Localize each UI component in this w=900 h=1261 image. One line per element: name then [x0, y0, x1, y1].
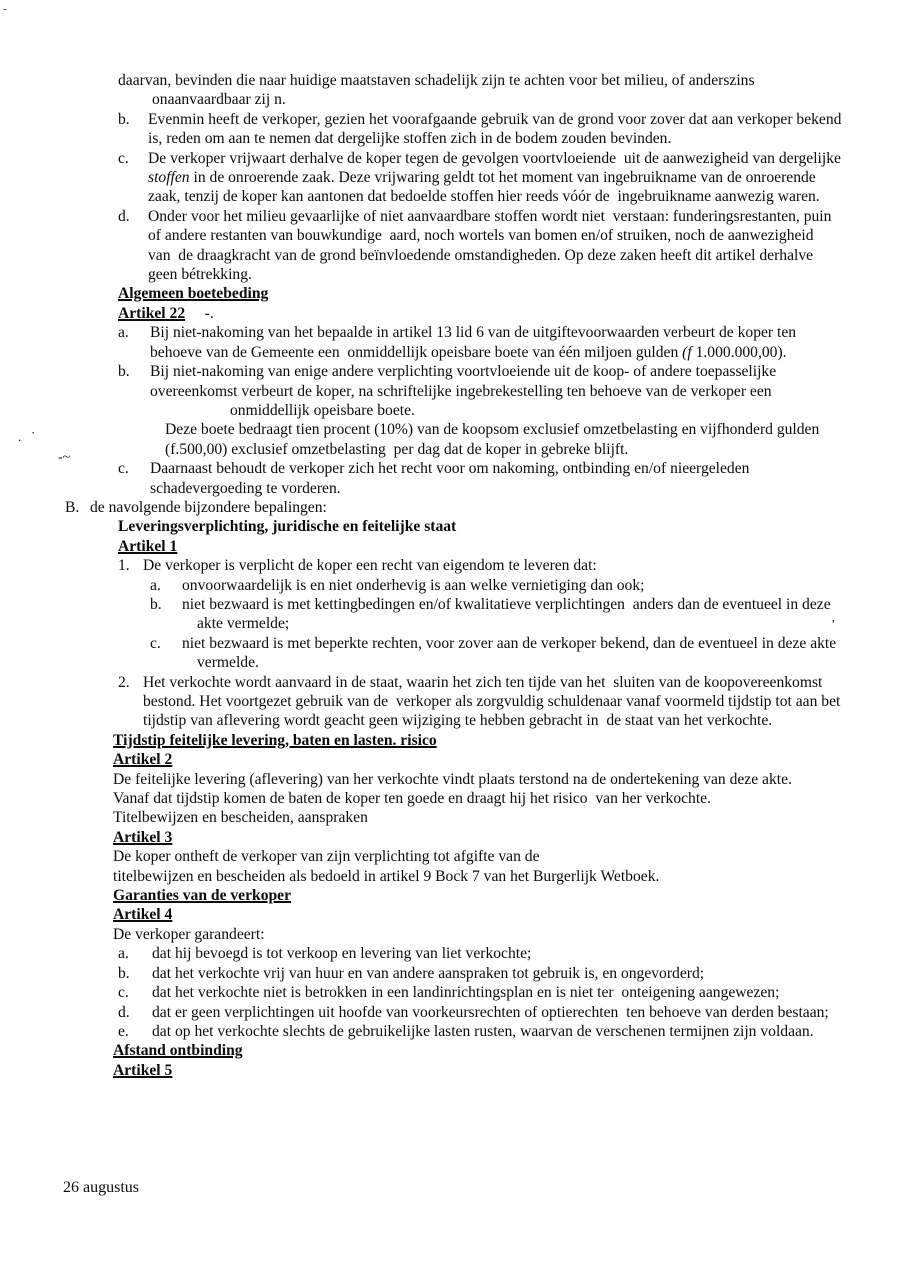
list-item [118, 1003, 843, 1022]
list-item [65, 498, 843, 517]
list-item [118, 673, 843, 731]
text-segment: 1.000.000,00). [691, 343, 787, 361]
text-segment: De feitelijke levering (aflevering) van her verkochte vindt plaats terstond na de ondertekening van deze akte. [113, 770, 792, 788]
heading [118, 517, 843, 536]
list-item [118, 964, 843, 983]
list-marker: 1. [118, 557, 130, 575]
text-segment: De verkoper is verplicht de koper een recht van eigendom te leveren dat: [143, 557, 597, 575]
list-item [118, 1022, 843, 1041]
list-marker: d. [118, 207, 130, 225]
text-segment: Het verkochte wordt aanvaard in de staat, waarin het zich ten tijde van het sluiten van de koopovereenkomst bestond. Het voortgezet gebruik van de verkoper als zorgvuldig schuldenaar vanaf voormeld tijdstip tot aan bet tijdstip van aflevering wordt geacht geen wijziging te hebben gebracht in de staat van het verkochte. [143, 673, 841, 730]
text-segment: Artikel 3 [113, 828, 173, 846]
text-segment: Titelbewijzen en bescheiden, aanspraken [113, 809, 368, 827]
text-segment: Vanaf dat tijdstip komen de baten de koper ten goede en draagt hij het risico van her verkochte. [113, 790, 711, 808]
page-footer-date: 26 augustus [63, 1179, 139, 1196]
text-segment: De koper ontheft de verkoper van zijn verplichting tot afgifte van de [113, 848, 540, 866]
text-segment: dat het verkochte vrij van huur en van andere aanspraken tot gebruik is, en ongevorderd; [152, 964, 705, 982]
list-marker: a. [118, 945, 129, 963]
list-marker: 2. [118, 673, 130, 691]
heading [113, 828, 843, 847]
list-item [118, 944, 843, 963]
text-segment: dat hij bevoegd is tot verkoop en levering van liet verkochte; [152, 945, 532, 963]
text-segment: niet bezwaard is met beperkte rechten, voor zover aan de verkoper bekend, dan de eventueel in deze akte vermelde. [182, 634, 837, 672]
sub-list-item [150, 595, 843, 634]
text-segment: Daarnaast behoudt de verkoper zich het recht voor om nakoming, ontbinding en/of nieergeleden schadevergoeding te vorderen. [150, 460, 750, 497]
text-segment: Deze boete bedraagt tien procent (10%) van de koopsom exclusief omzetbelasting en vijfhonderd gulden (f.500,00) exclusief omzetbelasting per dag dat de koper in gebreke blijft. [165, 421, 820, 458]
list-marker: e. [118, 1022, 129, 1040]
text-segment: dat op het verkochte slechts de gebruikelijke lasten rusten, waarvan de verschenen termijnen zijn voldaan. [152, 1022, 814, 1040]
paragraph [113, 847, 843, 866]
list-item [118, 459, 843, 498]
list-item [118, 362, 843, 401]
text-segment: De verkoper vrijwaart derhalve de koper tegen de gevolgen voortvloeiende uit de aanwezigheid van dergelijke [148, 149, 841, 167]
text-segment: Tijdstip feitelijke levering, baten en lasten. risico [113, 731, 437, 749]
text-segment: Afstand ontbinding [113, 1042, 243, 1060]
text-segment: Artikel 1 [118, 537, 178, 555]
text-segment: Artikel 5 [113, 1061, 173, 1079]
heading [118, 284, 843, 303]
scan-artifact: . [18, 429, 22, 444]
list-marker: b. [118, 110, 130, 128]
paragraph [165, 420, 843, 459]
text-segment: Garanties van de verkoper [113, 887, 292, 905]
text-segment: Artikel 2 [113, 751, 173, 769]
text-segment: in de onroerende zaak. Deze vrijwaring geldt tot het moment van ingebruikname van de onroerende zaak, tenzij de koper kan aantonen dat bedoelde stoffen hier reeds vóór de ingebruikname aanwezig waren. [148, 169, 820, 206]
paragraph [113, 867, 843, 886]
text-segment: dat het verkochte niet is betrokken in een landinrichtingsplan en is niet ter onteigening aangewezen; [152, 984, 780, 1002]
heading [118, 304, 843, 323]
text-segment: daarvan, bevinden die naar huidige maatstaven schadelijk zijn te achten voor bet milieu, of anderszins onaanvaardbaar zij n. [118, 72, 755, 109]
list-marker: d. [118, 1003, 130, 1021]
text-segment: (f [682, 343, 692, 361]
list-item [118, 149, 843, 207]
heading [113, 1061, 843, 1080]
text-segment: Bij niet-nakoming van enige andere verplichting voortvloeiende uit de koop- of andere toepasselijke overeenkomst verbeurt de koper, na schriftelijke ingebrekestelling ten behoeve van de verkoper een [150, 363, 777, 400]
paragraph [113, 925, 843, 944]
heading [118, 537, 843, 556]
text-segment: Algemeen boetebeding [118, 285, 269, 303]
list-item [118, 207, 843, 285]
text-segment: Leveringsverplichting, juridische en feitelijke staat [118, 518, 457, 536]
text-segment: de navolgende bijzondere bepalingen: [90, 498, 327, 516]
text-segment: Artikel 22 [118, 304, 186, 322]
heading [113, 886, 843, 905]
list-marker: b. [118, 964, 130, 982]
heading [113, 750, 843, 769]
paragraph [113, 789, 843, 808]
scan-artifact: ' [832, 618, 835, 633]
text-segment: De verkoper garandeert: [113, 925, 265, 943]
list-marker: b. [118, 363, 130, 381]
text-segment: Artikel 4 [113, 906, 173, 924]
text-segment: onmiddellijk opeisbare boete. [230, 401, 415, 419]
hanging-paragraph [118, 71, 843, 110]
list-marker: c. [118, 149, 129, 167]
heading [113, 731, 843, 750]
text-segment: dat er geen verplichtingen uit hoofde van voorkeursrechten of optierechten ten behoeve van derden bestaan; [152, 1003, 829, 1021]
text-segment: Onder voor het milieu gevaarlijke of niet aanvaardbare stoffen wordt niet verstaan: funderingsrestanten, puin of andere restanten van bouwkundige aard, noch wortels van bomen en/of struiken, noch de aanwezigheid van de draagkracht van de grond beïnvloedende omstandigheden. Op deze zaken heeft dit artikel derhalve geen bétrekking. [148, 207, 832, 284]
text-segment: titelbewijzen en bescheiden als bedoeld in artikel 9 Bock 7 van het Burgerlijk Wetboek. [113, 867, 660, 885]
list-marker: B. [65, 498, 80, 516]
heading [113, 905, 843, 924]
list-item [118, 556, 843, 575]
text-segment: onvoorwaardelijk is en niet onderhevig is aan welke vernietiging dan ook; [182, 576, 645, 594]
text-segment: niet bezwaard is met kettingbedingen en/of kwalitatieve verplichtingen anders dan de eventueel in deze akte vermelde; [182, 595, 831, 633]
list-marker: a. [150, 576, 161, 594]
sub-list-item [150, 634, 843, 673]
list-marker: c. [118, 984, 129, 1002]
scan-artifact: - [3, 3, 7, 15]
list-item [118, 983, 843, 1002]
scan-artifact: · [31, 425, 36, 440]
list-marker: c. [150, 634, 161, 652]
list-marker: a. [118, 324, 129, 342]
paragraph [113, 808, 843, 827]
heading [113, 1041, 843, 1060]
text-segment: stoffen [148, 169, 190, 187]
list-marker: b. [150, 595, 162, 613]
list-item [118, 110, 843, 149]
text-segment: Bij niet-nakoming van het bepaalde in artikel 13 lid 6 van de uitgiftevoorwaarden verbeurt de koper ten behoeve van de Gemeente een onmiddellijk opeisbare boete van één miljoen gulden [150, 324, 797, 361]
paragraph [230, 401, 843, 420]
sub-list-item [150, 576, 843, 595]
list-marker: c. [118, 460, 129, 478]
text-segment: -. [185, 304, 214, 322]
paragraph [113, 770, 843, 789]
list-item [118, 323, 843, 362]
text-segment: Evenmin heeft de verkoper, gezien het voorafgaande gebruik van de grond voor zover dat aan verkoper bekend is, reden om aan te nemen dat dergelijke stoffen zich in de bodem zouden bevinden. [148, 110, 842, 148]
scan-artifact: -~ [58, 450, 71, 465]
